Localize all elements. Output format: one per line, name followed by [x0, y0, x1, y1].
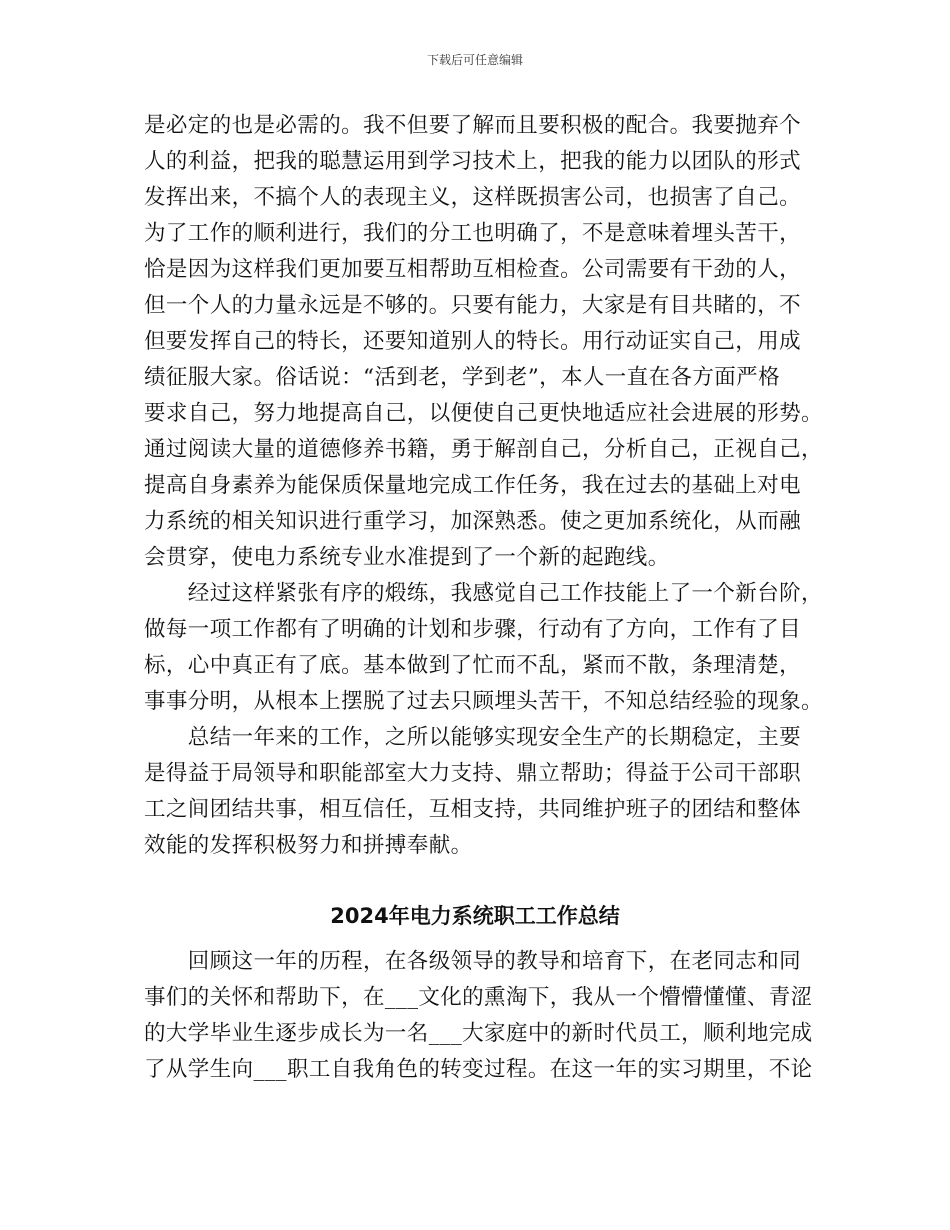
text-line: 绩征服大家。俗话说：“活到老，学到老”，本人一直在各方面严格: [144, 365, 780, 390]
text-line: 经过这样紧张有序的煅练，我感觉自己工作技能上了一个新台阶，: [144, 581, 823, 606]
text-line: 为了工作的顺利进行，我们的分工也明确了，不是意味着埋头苦干，: [144, 221, 802, 246]
text-line: 但要发挥自己的特长，还要知道别人的特长。用行动证实自己，用成: [144, 329, 802, 354]
text-line: 工之间团结共事，相互信任，互相支持，共同维护班子的团结和整体: [144, 797, 802, 822]
text-line: 总结一年来的工作，之所以能够实现安全生产的长期稳定，主要: [144, 725, 802, 750]
text-line: 是得益于局领导和职能部室大力支持、鼎立帮助；得益于公司干部职: [144, 761, 802, 786]
text-line: 发挥出来，不搞个人的表现主义，这样既损害公司，也损害了自己。: [144, 185, 802, 210]
text-line: 人的利益，把我的聪慧运用到学习技术上，把我的能力以团队的形式: [144, 149, 802, 174]
text-line: 会贯穿，使电力系统专业水准提到了一个新的起跑线。: [144, 545, 670, 570]
text-line: 但一个人的力量永远是不够的。只要有能力，大家是有目共睹的，不: [144, 293, 802, 318]
text-line: 事事分明，从根本上摆脱了过去只顾埋头苦干，不知总结经验的现象。: [144, 689, 823, 714]
text-line: 做每一项工作都有了明确的计划和步骤，行动有了方向，工作有了目: [144, 617, 802, 642]
text-line: 回顾这一年的历程，在各级领导的教导和培育下，在老同志和同: [144, 949, 802, 974]
text-line: 效能的发挥积极努力和拼搏奉献。: [144, 833, 473, 858]
text-line: 的大学毕业生逐步成长为一名___大家庭中的新时代员工，顺利地完成: [144, 1021, 813, 1046]
text-line: 通过阅读大量的道德修养书籍，勇于解剖自己，分析自己，正视自己，: [144, 437, 823, 462]
section2-body: [144, 944, 824, 1088]
text-line: 事们的关怀和帮助下，在___文化的熏淘下，我从一个懵懵懂懂、青涩: [144, 985, 813, 1010]
page-header-note: 下载后可任意编辑: [426, 53, 523, 67]
text-line: 是必定的也是必需的。我不但要了解而且要积极的配合。我要抛弃个: [144, 113, 802, 138]
text-line: 提高自身素养为能保质保量地完成工作任务，我在过去的基础上对电: [144, 473, 802, 498]
text-line: 恰是因为这样我们更加要互相帮助互相检查。公司需要有干劲的人，: [144, 257, 802, 282]
text-line: 标，心中真正有了底。基本做到了忙而不乱，紧而不散，条理清楚，: [144, 653, 802, 678]
section1-body: [144, 108, 824, 864]
text-line: 要求自己，努力地提高自己，以便使自己更快地适应社会进展的形势。: [144, 401, 823, 426]
section-title: 2024年电力系统职工工作总结: [330, 904, 620, 928]
text-line: 力系统的相关知识进行重学习，加深熟悉。使之更加系统化，从而融: [144, 509, 802, 534]
text-line: 了从学生向___职工自我角色的转变过程。在这一年的实习期里，不论: [144, 1057, 813, 1082]
